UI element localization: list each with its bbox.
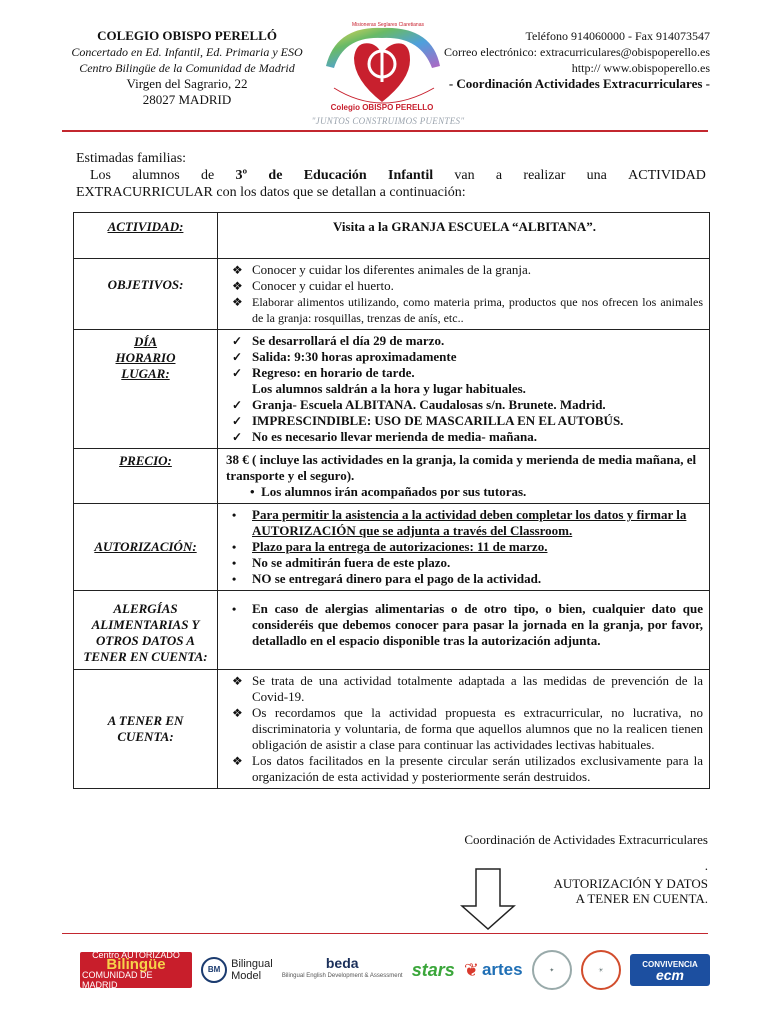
logo-top-text: Misioneras Seglares Claretianas xyxy=(352,22,424,28)
activity-table xyxy=(73,212,710,789)
down-arrow-icon xyxy=(460,868,516,930)
phone-line: Teléfono 914060000 - Fax 914073547 xyxy=(525,29,710,43)
check-icon: ✓ xyxy=(232,350,243,364)
objetivo-item: ❖ Conocer y cuidar los diferentes animales de la granja. xyxy=(232,262,532,277)
check-icon: ✓ xyxy=(232,334,243,348)
objetivos-value xyxy=(218,259,710,330)
web-line: http:// www.obispoperello.es xyxy=(571,61,710,75)
dot-bullet-icon: • xyxy=(250,484,255,499)
sun-icon: ☀ xyxy=(598,967,604,974)
diamond-bullet-icon: ❖ xyxy=(232,674,243,688)
bilingue-line: Centro Bilingüe de la Comunidad de Madrid xyxy=(79,61,295,75)
diamond-bullet-icon: ❖ xyxy=(232,263,243,277)
check-icon: ✓ xyxy=(232,398,243,412)
city-line: 28027 MADRID xyxy=(142,92,232,107)
autorizacion-notice: AUTORIZACIÓN Y DATOS A TENER EN CUENTA. xyxy=(553,876,708,906)
dot-bullet-icon: • xyxy=(232,508,237,522)
tener-value: ❖ Se trata de una actividad totalmente adaptada a las medidas de prevención de la Covid-19. ❖ Os recordamos que la actividad propuesta es extracurricular, no lucrativa, no discriminatoria y voluntaria, de forma que aquellos alumnos que no la realicen tienen obligación de asistir a clase para continuar las actividades lectivas habituales. ❖ Los datos facilitados en la presente circular serán utilizados exclusivamente para la organización de esta actividad y posteriormente serán destruidos. xyxy=(218,670,710,789)
stars-logo: stars xyxy=(411,959,455,980)
footer-logos xyxy=(80,945,710,995)
precio-label: PRECIO: xyxy=(74,449,218,504)
concertado-line: Concertado en Ed. Infantil, Ed. Primaria y ESO xyxy=(71,45,303,59)
dia-value: ✓ Se desarrollará el día 29 de marzo. ✓ Salida: 9:30 horas aproximadamente ✓ Regreso: en horario de tarde. Los alumnos saldrán a la hora y lugar habituales. ✓ Granja- Escuela ALBITANA. Caudalosas s/n. Brunete. Madrid. ✓ IMPRESCINDIBLE: USO DE MASCARILLA EN EL AUTOBÚS. ✓ No es necesario llevar merienda de media- mañana. xyxy=(218,330,710,449)
convivencia-logo: CONVIVENCIA ecm xyxy=(630,954,710,986)
diamond-bullet-icon: ❖ xyxy=(232,295,243,309)
artes-logo: ❦ artes xyxy=(463,959,523,980)
intro-text xyxy=(76,150,706,201)
beda-logo: beda Bilingual English Development & Assessment xyxy=(281,955,403,979)
motto: "JUNTOS CONSTRUIMOS PUENTES" xyxy=(311,116,465,126)
email-line: Correo electrónico: extracurriculares@obispoperello.es xyxy=(444,45,710,59)
footer-divider xyxy=(62,933,708,934)
intro-line-3: EXTRACURRICULAR con los datos que se detallan a continuación: xyxy=(76,185,466,200)
header-divider xyxy=(62,130,708,132)
check-icon: ✓ xyxy=(232,414,243,428)
actividad-value: Visita a la GRANJA ESCUELA “ALBITANA”. xyxy=(218,213,710,259)
dot-bullet-icon: • xyxy=(232,556,237,570)
autorizacion-label: AUTORIZACIÓN: xyxy=(74,504,218,591)
row-objetivos xyxy=(74,259,710,330)
address-line: Virgen del Sagrario, 22 xyxy=(126,76,248,91)
row-precio xyxy=(74,449,710,504)
diamond-bullet-icon: ❖ xyxy=(232,706,243,720)
intro-line-2: Los alumnos de 3º de Educación Infantil van a realizar una ACTIVIDAD xyxy=(90,168,706,183)
seal-logo xyxy=(532,950,572,990)
objetivos-label: OBJETIVOS: xyxy=(74,259,218,330)
bilingual-model-logo: BM Bilingual Model xyxy=(201,957,273,983)
school-logo xyxy=(316,18,448,118)
objetivo-item: ❖ Elaborar alimentos utilizando, como materia prima, productos que nos ofrecen los animales de la granja: rosquillas, trenzas de anís, etc.. xyxy=(232,295,703,325)
seal-logo-red xyxy=(581,950,621,990)
alergias-label: ALERGÍAS ALIMENTARIAS Y OTROS DATOS A TENER EN CUENTA: xyxy=(74,591,218,670)
school-name: COLEGIO OBISPO PERELLÓ xyxy=(97,28,277,43)
precio-value: 38 € ( incluye las actividades en la granja, la comida y merienda de media mañana, el transporte y el seguro). • Los alumnos irán acompañados por sus tutoras. xyxy=(218,449,710,504)
row-autorizacion xyxy=(74,504,710,591)
greeting: Estimadas familias: xyxy=(76,151,187,166)
check-icon: ✓ xyxy=(232,366,243,380)
coordinacion-line: - Coordinación Actividades Extracurriculares - xyxy=(448,76,710,91)
school-header xyxy=(62,28,312,108)
actividad-label: ACTIVIDAD: xyxy=(74,213,218,259)
row-alergias xyxy=(74,591,710,670)
diamond-bullet-icon: ❖ xyxy=(232,279,243,293)
alergias-value: • En caso de alergias alimentarias o de otro tipo, o bien, cualquier dato que consideréis que debemos conocer para pasar la jornada en la granja, por favor, detalladlo en el espacio disponible tras la autorización adjunta. xyxy=(218,591,710,670)
dot-bullet-icon: • xyxy=(232,602,237,616)
dot-bullet-icon: • xyxy=(232,572,237,586)
check-icon: ✓ xyxy=(232,430,243,444)
closing-dot: . xyxy=(704,858,708,873)
row-tener xyxy=(74,670,710,789)
tree-icon: ❦ xyxy=(463,959,479,980)
bilingue-madrid-logo: Centro AUTORIZADO Bilingüe COMUNIDAD DE MADRID xyxy=(80,952,192,988)
dia-label: DÍA HORARIO LUGAR: xyxy=(74,330,218,449)
closing-coordinacion: Coordinación de Actividades Extracurriculares xyxy=(464,832,708,847)
objetivo-item: ❖ Conocer y cuidar el huerto. xyxy=(232,278,394,293)
dot-bullet-icon: • xyxy=(232,540,237,554)
row-actividad xyxy=(74,213,710,259)
tener-label: A TENER EN CUENTA: xyxy=(74,670,218,789)
logo-bottom-text: Colegio OBISPO PERELLO xyxy=(330,103,434,112)
row-dia xyxy=(74,330,710,449)
diamond-bullet-icon: ❖ xyxy=(232,754,243,768)
contact-header xyxy=(430,28,710,92)
autorizacion-value: • Para permitir la asistencia a la actividad deben completar los datos y firmar la AUTORIZACIÓN que se adjunta a través del Classroom. • Plazo para la entrega de autorizaciones: 11 de marzo. • No se admitirán fuera de este plazo. • NO se entregará dinero para el pago de la actividad. xyxy=(218,504,710,591)
seal-icon: ✦ xyxy=(549,967,555,974)
